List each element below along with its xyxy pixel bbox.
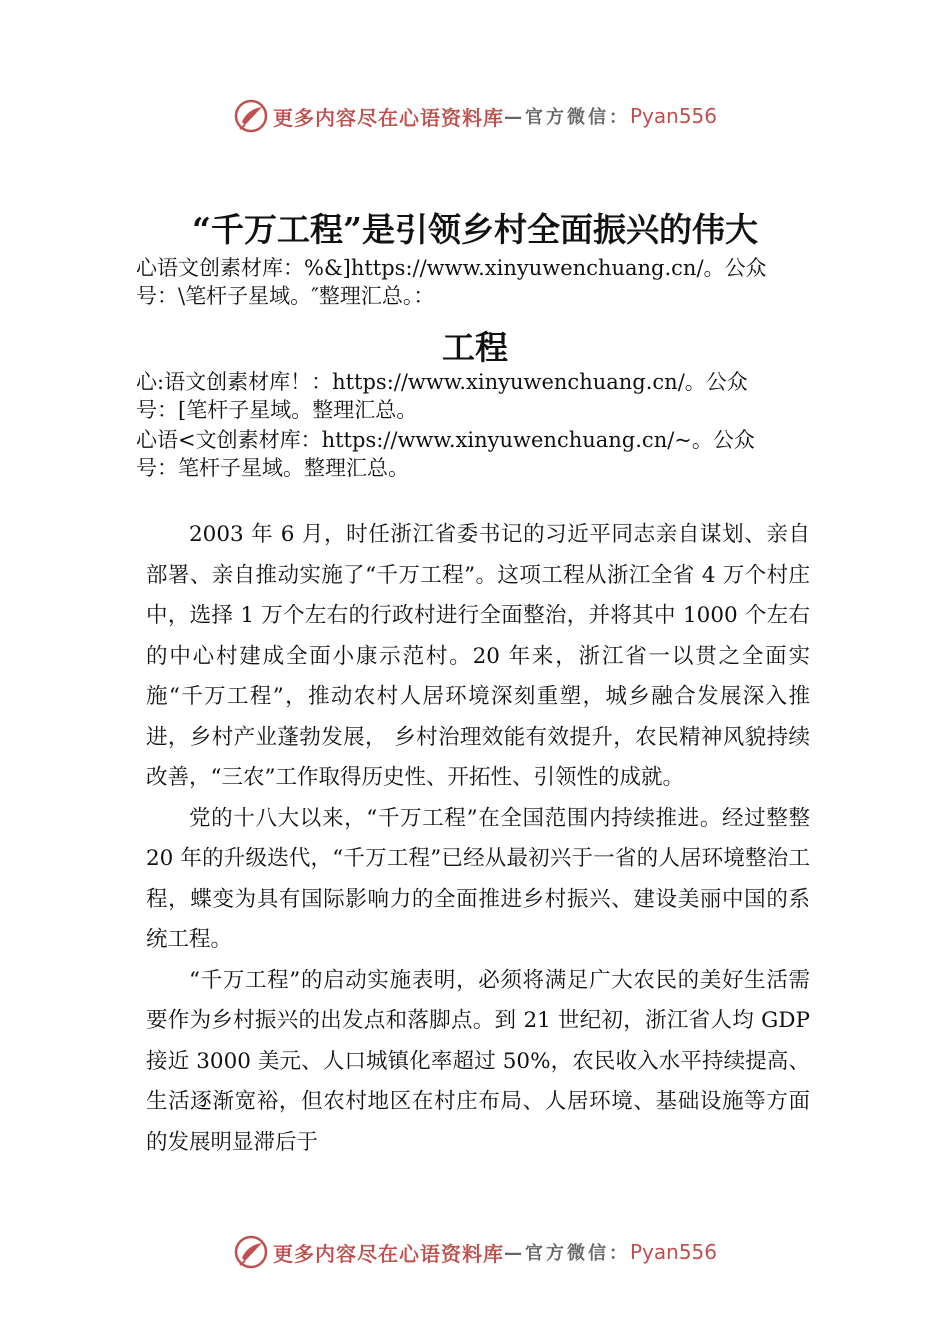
header-banner [0, 96, 950, 136]
paragraph: 党的十八大以来，“千万工程”在全国范围内持续推进。经过整整 20 年的升级迭代，“千万工程”已经从最初兴于一省的人居环境整治工程，蝶变为具有国际影响力的全面推进乡村振兴、建设美丽中国的系统工程。 [146, 805, 810, 952]
banner-text-wechat-id: Pyan556 [629, 1240, 717, 1264]
paragraph: “千万工程”的启动实施表明，必须将满足广大农民的美好生活需要作为乡村振兴的出发点和落脚点。到 21 世纪初，浙江省人均 GDP 接近 3000 美元、人口城镇化率超过 50%，农民收入水平持续提高、生活逐渐宽裕，但农村地区在村庄布局、人居环境、基础设施等方面的发展明显滞后于 [146, 967, 810, 1155]
watermark-line: 心语文创素材库：%&]https://www.xinyuwenchuang.cn/。公众 [136, 256, 767, 280]
article-body [146, 515, 810, 1163]
banner-text-main: 更多内容尽在心语资料库 [272, 105, 504, 130]
logo-icon [233, 1234, 269, 1270]
watermark-text-3 [136, 426, 856, 482]
page-title-continued: 工程 [442, 328, 508, 367]
watermark-text-1 [136, 254, 856, 310]
paragraph: 2003 年 6 月，时任浙江省委书记的习近平同志亲自谋划、亲自部署、亲自推动实施了“千万工程”。这项工程从浙江全省 4 万个村庄中，选择 1 万个左右的行政村进行全面整治，并将其中 1000 个左右的中心村建成全面小康示范村。20 年来，浙江省一以贯之全面实施“千万工程”，推动农村人居环境深刻重塑，城乡融合发展深入推进，乡村产业蓬勃发展， 乡村治理效能有效提升，农民精神风貌持续改善，“三农”工作取得历史性、开拓性、引领性的成就。 [146, 522, 810, 790]
page-title: “千万工程”是引领乡村全面振兴的伟大 [192, 210, 758, 249]
footer-banner [0, 1232, 950, 1272]
watermark-text-2 [136, 368, 856, 424]
banner-text-wechat-label: —官方微信： [503, 1243, 630, 1264]
banner-text-wechat-label: —官方微信： [503, 107, 630, 128]
banner-text-main: 更多内容尽在心语资料库 [272, 1241, 504, 1266]
banner-text-wechat-id: Pyan556 [629, 104, 717, 128]
watermark-line: 心:语文创素材库！：https://www.xinyuwenchuang.cn/。公众 [136, 370, 748, 394]
logo-icon [233, 98, 269, 134]
watermark-line: 号：笔杆子星域。整理汇总。 [136, 456, 409, 480]
watermark-line: 心语<文创素材库：https://www.xinyuwenchuang.cn/~。公众 [136, 428, 755, 452]
watermark-line: 号：[笔杆子星域。整理汇总。 [136, 398, 418, 422]
watermark-line: 号：\笔杆子星域。″整理汇总。： [136, 284, 435, 308]
